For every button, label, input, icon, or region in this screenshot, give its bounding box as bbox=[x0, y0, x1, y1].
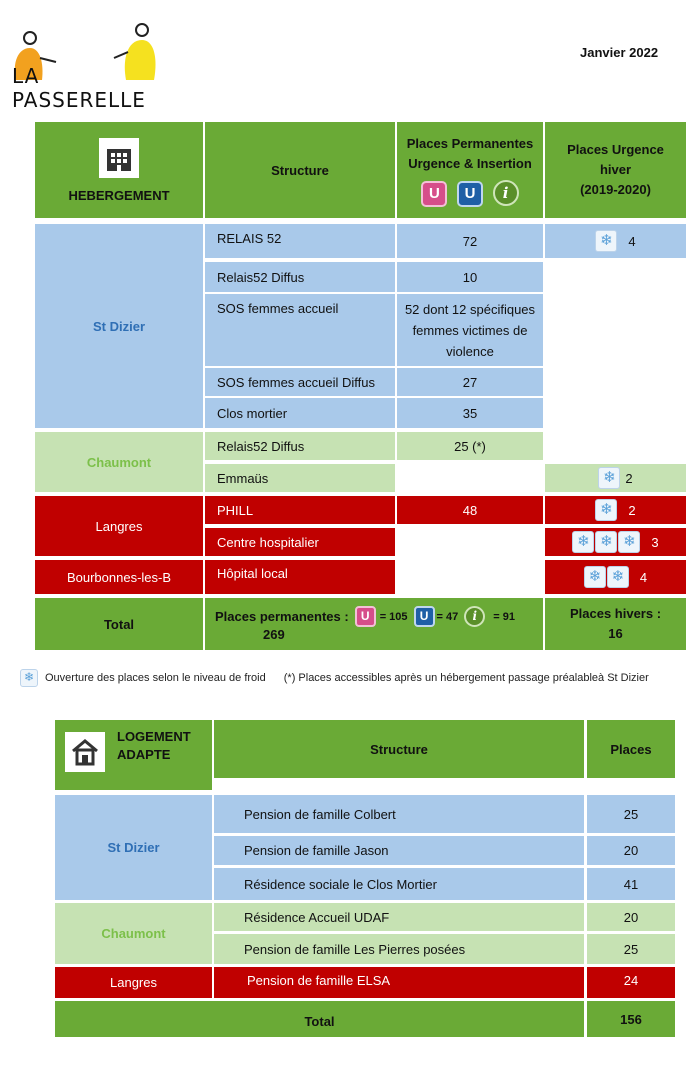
places-cell: 72 bbox=[397, 224, 543, 258]
logement-col-structure: Structure bbox=[214, 720, 584, 778]
u-insertion-icon: U bbox=[414, 606, 435, 627]
structure-cell: Relais52 Diffus bbox=[205, 432, 395, 460]
logement-label-l2: ADAPTE bbox=[117, 747, 171, 762]
logement-places-cell: 25 bbox=[587, 934, 675, 964]
structure-cell: RELAIS 52 bbox=[205, 224, 395, 258]
places-cell: 52 dont 12 spécifiques femmes victimes de violence bbox=[397, 294, 543, 366]
info-icon: i bbox=[464, 606, 485, 627]
places-cell: 10 bbox=[397, 262, 543, 292]
logo bbox=[8, 18, 168, 112]
u-urgence-icon: U bbox=[421, 181, 447, 207]
hiver-cell bbox=[545, 464, 686, 492]
hiver-value: 2 bbox=[628, 502, 636, 518]
places-cell: 25 (*) bbox=[397, 432, 543, 460]
logement-total-value: 156 bbox=[587, 1001, 675, 1037]
col-header-permanent-label: Places Permanentes Urgence & Insertion bbox=[406, 135, 534, 171]
structure-cell: Clos mortier bbox=[205, 398, 395, 428]
structure-cell: Relais52 Diffus bbox=[205, 262, 395, 292]
places-cell: 48 bbox=[397, 496, 543, 524]
snowflake-icon: ❄ bbox=[595, 531, 617, 553]
total-u2-value: = 47 bbox=[436, 610, 459, 623]
logement-structure-cell: Pension de famille ELSA bbox=[214, 967, 584, 998]
hiver-value: 4 bbox=[639, 569, 648, 585]
hiver-cell bbox=[545, 528, 686, 556]
hiver-cell bbox=[545, 224, 686, 258]
snowflake-icon: ❄ bbox=[584, 566, 606, 588]
city-langres: Langres bbox=[35, 496, 203, 556]
total-hiver-label: Places hivers : bbox=[569, 606, 662, 621]
hiver-cell bbox=[545, 560, 686, 594]
legend bbox=[20, 668, 690, 688]
logement-places-cell: 20 bbox=[587, 836, 675, 865]
document-date: Janvier 2022 bbox=[580, 45, 659, 60]
hebergement-section-header bbox=[35, 122, 203, 218]
logement-label-l1: LOGEMENT bbox=[117, 729, 191, 744]
logement-structure-cell: Résidence sociale le Clos Mortier bbox=[214, 868, 584, 900]
city-st-dizier: St Dizier bbox=[35, 224, 203, 428]
info-icon: i bbox=[493, 180, 519, 206]
structure-cell: Emmaüs bbox=[205, 464, 395, 492]
structure-cell: SOS femmes accueil Diffus bbox=[205, 368, 395, 396]
logement-city-langres: Langres bbox=[55, 967, 212, 998]
logo-text: LA PASSERELLE bbox=[12, 64, 146, 112]
hiver-value: 4 bbox=[628, 233, 636, 249]
snowflake-icon: ❄ bbox=[598, 467, 620, 489]
building-icon bbox=[99, 138, 139, 178]
legend-asterisk-text: (*) Places accessibles après un hébergement passage préalableà St Dizier bbox=[283, 672, 649, 684]
col-header-hiver-l1: Places Urgence bbox=[567, 142, 664, 157]
logement-structure-cell: Pension de famille Les Pierres posées bbox=[214, 934, 584, 964]
col-header-hiver-l2: hiver bbox=[599, 162, 632, 177]
total-hiver-value: 16 bbox=[608, 626, 623, 641]
snowflake-icon: ❄ bbox=[607, 566, 629, 588]
logement-section-header bbox=[55, 720, 212, 790]
col-header-structure: Structure bbox=[205, 122, 395, 218]
city-bourbonnes: Bourbonnes-les-B bbox=[35, 560, 203, 594]
hebergement-total-permanent bbox=[205, 598, 543, 650]
hiver-value: 3 bbox=[651, 534, 659, 550]
hebergement-label: HEBERGEMENT bbox=[68, 187, 170, 203]
places-cell: 35 bbox=[397, 398, 543, 428]
col-header-permanent bbox=[397, 122, 543, 218]
structure-cell: Hôpital local bbox=[205, 560, 395, 594]
logement-places-cell: 25 bbox=[587, 795, 675, 833]
legend-snow-text: Ouverture des places selon le niveau de froid bbox=[45, 672, 266, 684]
hebergement-total-hiver bbox=[545, 598, 686, 650]
structure-cell: PHILL bbox=[205, 496, 395, 524]
logement-structure-cell: Pension de famille Colbert bbox=[214, 795, 584, 833]
city-chaumont: Chaumont bbox=[35, 432, 203, 492]
total-perm-value: 269 bbox=[263, 627, 285, 642]
total-u-value: = 105 bbox=[379, 610, 408, 623]
snowflake-icon: ❄ bbox=[595, 499, 617, 521]
snowflake-icon: ❄ bbox=[572, 531, 594, 553]
hebergement-total-label: Total bbox=[35, 598, 203, 650]
logement-city-chaumont: Chaumont bbox=[55, 903, 212, 964]
logement-total-label: Total bbox=[55, 1001, 584, 1037]
col-header-hiver-l3: (2019-2020) bbox=[580, 182, 651, 197]
logement-structure-cell: Résidence Accueil UDAF bbox=[214, 903, 584, 931]
logement-places-cell: 41 bbox=[587, 868, 675, 900]
total-perm-label: Places permanentes : bbox=[215, 609, 349, 624]
snowflake-icon: ❄ bbox=[618, 531, 640, 553]
snowflake-icon: ❄ bbox=[20, 669, 38, 687]
house-icon bbox=[65, 732, 105, 772]
logement-places-cell: 20 bbox=[587, 903, 675, 931]
logement-city-st-dizier: St Dizier bbox=[55, 795, 212, 900]
places-cell: 27 bbox=[397, 368, 543, 396]
col-header-hiver bbox=[545, 122, 686, 218]
logement-structure-cell: Pension de famille Jason bbox=[214, 836, 584, 865]
u-urgence-icon: U bbox=[355, 606, 376, 627]
logement-col-places: Places bbox=[587, 720, 675, 778]
snowflake-icon: ❄ bbox=[595, 230, 617, 252]
logement-places-cell: 24 bbox=[587, 967, 675, 998]
hiver-value: 2 bbox=[625, 470, 633, 486]
structure-cell: Centre hospitalier bbox=[205, 528, 395, 556]
total-i-value: = 91 bbox=[493, 610, 515, 623]
u-insertion-icon: U bbox=[457, 181, 483, 207]
hiver-cell bbox=[545, 496, 686, 524]
structure-cell: SOS femmes accueil bbox=[205, 294, 395, 366]
